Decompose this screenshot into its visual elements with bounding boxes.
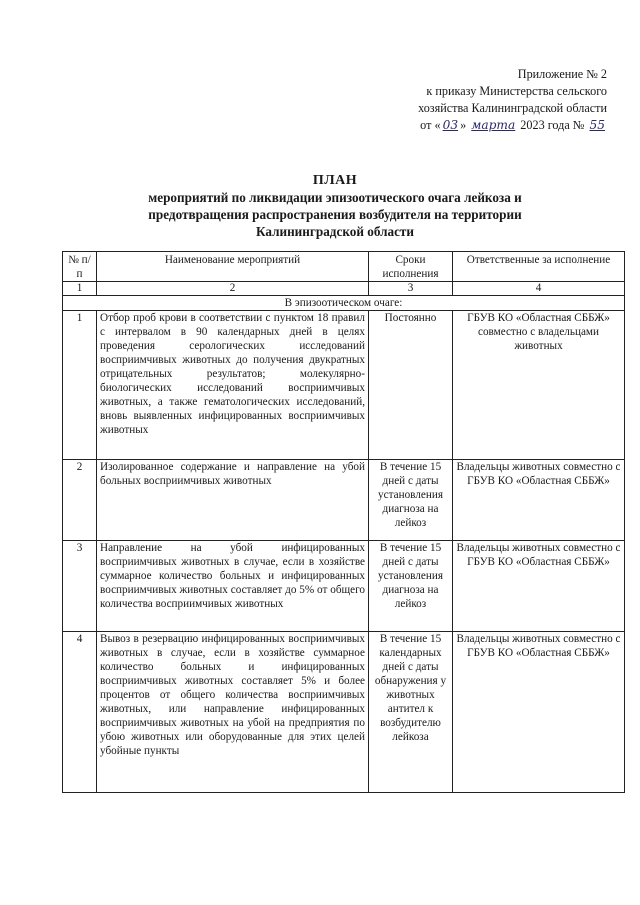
measure-term: В течение 15 дней с даты установления диагноза на лейкоз	[369, 541, 453, 632]
title-line-1: мероприятий по ликвидации эпизоотического очага лейкоза и	[148, 190, 522, 205]
document-title	[60, 172, 610, 240]
measure-responsible: Владельцы животных совместно с ГБУВ КО «Областная СББЖ»	[453, 460, 625, 541]
index-cell: 2	[97, 282, 369, 296]
measure-term: В течение 15 календарных дней с даты обнаружения у животных антител к возбудителю лейкоза	[369, 632, 453, 793]
header-num: № п/п	[63, 252, 97, 282]
section-title: В эпизоотическом очаге:	[63, 296, 625, 311]
measure-term: В течение 15 дней с даты установления диагноза на лейкоз	[369, 460, 453, 541]
title-line-3: Калининградской области	[255, 224, 415, 239]
column-index-row	[63, 282, 625, 296]
row-number: 2	[63, 460, 97, 541]
handwritten-order-number: 55	[589, 118, 605, 132]
index-cell: 3	[369, 282, 453, 296]
measure-name: Направление на убой инфицированных восприимчивых животных в случае, если в хозяйстве суммарное количество больных и инфицированных восприимчивых животных составляет до 5% от общего количества восприимчивых животных	[97, 541, 369, 632]
appendix-title: Приложение № 2	[517, 67, 607, 81]
measure-term: Постоянно	[369, 311, 453, 460]
table-row	[63, 311, 625, 460]
measure-responsible: Владельцы животных совместно с ГБУВ КО «Областная СББЖ»	[453, 632, 625, 793]
section-row	[63, 296, 625, 311]
measure-name: Отбор проб крови в соответствии с пунктом 18 правил с интервалом в 90 календарных дней в целях проведения серологических исследований восприимчивых животных до получения двукратных отрицательных результатов; молекулярно-биологических исследований восприимчивых животных, а также гематологических исследований, вновь выявленных инфицированных восприимчивых животных	[97, 311, 369, 460]
plan-heading: ПЛАН	[312, 173, 358, 188]
date-year: 2023 года №	[520, 118, 585, 132]
header-resp: Ответственные за исполнение	[453, 252, 625, 282]
title-line-2: предотвращения распространения возбудителя на территории	[148, 207, 522, 222]
appendix-date-line	[307, 117, 607, 134]
row-number: 3	[63, 541, 97, 632]
index-cell: 4	[453, 282, 625, 296]
header-term: Сроки исполнения	[369, 252, 453, 282]
appendix-header	[307, 66, 607, 134]
date-prefix: от «	[420, 118, 441, 132]
table-row	[63, 632, 625, 793]
measure-name: Изолированное содержание и направление на убой больных восприимчивых животных	[97, 460, 369, 541]
header-name: Наименование мероприятий	[97, 252, 369, 282]
measure-responsible: ГБУВ КО «Областная СББЖ» совместно с владельцами животных	[453, 311, 625, 460]
date-mid: »	[460, 118, 467, 132]
appendix-line-ministry: хозяйства Калининградской области	[418, 101, 607, 115]
table-row	[63, 460, 625, 541]
measure-responsible: Владельцы животных совместно с ГБУВ КО «Областная СББЖ»	[453, 541, 625, 632]
index-cell: 1	[63, 282, 97, 296]
handwritten-month: марта	[471, 118, 516, 132]
table-header-row	[63, 252, 625, 282]
measure-name: Вывоз в резервацию инфицированных восприимчивых животных в случае, если в хозяйстве суммарное количество больных и инфицированных восприимчивых животных составляет 5% и более процентов от общего количества восприимчивых животных, или направление инфицированных восприимчивых животных на убой на предприятия по убою животных или оборудованные для этих целей убойные пункты	[97, 632, 369, 793]
table-row	[63, 541, 625, 632]
row-number: 1	[63, 311, 97, 460]
appendix-line-order: к приказу Министерства сельского	[426, 84, 607, 98]
row-number: 4	[63, 632, 97, 793]
measures-table	[62, 251, 625, 793]
handwritten-day: 03	[442, 118, 459, 132]
